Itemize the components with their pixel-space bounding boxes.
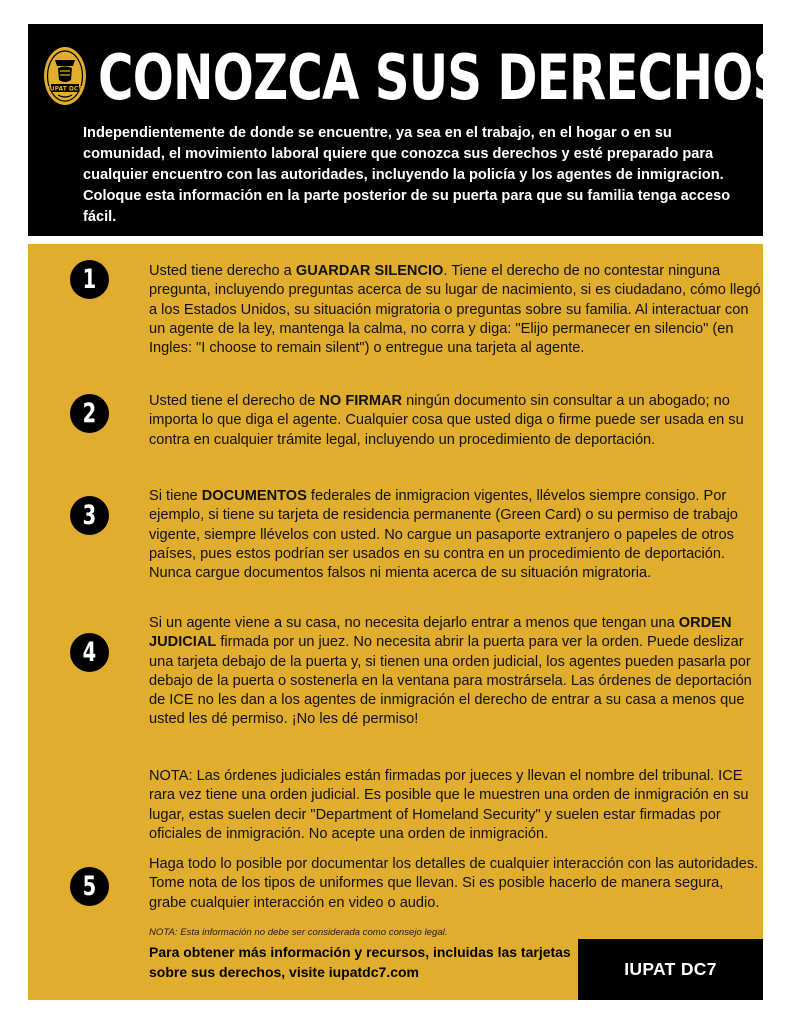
number-badge-2: 2 (70, 394, 109, 433)
right-1-keyword: GUARDAR SILENCIO (295, 263, 444, 279)
iupat-seal-icon (43, 46, 87, 106)
more-info-text: Para obtener más información y recursos, incluidas las tarjetas sobre sus derechos, visite iupatdc7.com (149, 944, 571, 980)
right-4-text: Si un agente viene a su casa, no necesita dejarlo entrar a menos que tengan una ORDEN JUDICIAL firmada por un juez. No necesita abrir la puerta para ver la orden. Puede deslizar una tarjeta debajo de la puerta y, si tienen una orden judicial, los agentes pueden pasarla por debajo de la puerta o sostenerla en la ventana para mostrársela. Las órdenes de deportación de ICE no les dan a los agentes de inmigración el derecho de entrar a su casa a menos que usted les dé permiso. ¡No les dé permiso! (149, 615, 752, 728)
right-3-keyword: DOCUMENTOS (201, 488, 307, 504)
right-4-note: NOTA: Las órdenes judiciales están firmadas por jueces y llevan el nombre del tribunal. ICE rara vez tiene una orden judicial. Es posible que le muestren una orden de inmigración en su lugar, estas suelen decir "Department of Homeland Security" y suelen estar firmadas por oficiales de inmigración. No acepte una orden de inmigración. (149, 768, 749, 842)
right-3-text: Si tiene DOCUMENTOS federales de inmigracion vigentes, llévelos siempre consigo. Por ejemplo, si tiene su tarjeta de residencia permanente (Green Card) o su permiso de trabajo vigente, siempre llévelos con usted. No cargue un pasaporte extranjero o papeles de otros países, pues estos podrían ser usados en su contra en un procedimiento de deportación. Nunca cargue documentos falsos ni mienta acerca de su situación migratoria. (149, 488, 738, 582)
intro-text: Independientemente de donde se encuentre, ya sea en el trabajo, en el hogar o en su comunidad, el movimiento laboral quiere que conozca sus derechos y esté preparado para cualquier encuentro con las autoridades, incluyendo la policía y los agentes de inmigracion. Coloque esta información en la parte posterior de su puerta para que su familia tenga acceso fácil. (83, 125, 731, 225)
number-badge-4: 4 (70, 633, 109, 672)
right-5-text: Haga todo lo posible por documentar los detalles de cualquier interacción con las autoridades. Tome nota de los tipos de uniformes que llevan. Si es posible hacerlo de manera segura, grabe cualquier interacción en video o audio. (149, 856, 759, 911)
right-2-text: Usted tiene el derecho de NO FIRMAR ningún documento sin consultar a un abogado; no importa lo que diga el agente. Cualquier cosa que usted diga o firme puede ser usada en su contra en cualquier trámite legal, incluyendo un procedimiento de deportación. (149, 393, 744, 448)
brand-badge: IUPAT DC7 (578, 939, 763, 1000)
number-badge-1: 1 (70, 260, 109, 299)
right-2-keyword: NO FIRMAR (319, 393, 403, 409)
page-title: CONOZCA SUS DERECHOS (98, 41, 787, 114)
header-banner (28, 24, 787, 236)
svg-text:IUPAT DC7: IUPAT DC7 (47, 85, 83, 93)
number-badge-5: 5 (70, 867, 109, 906)
right-1-text: Usted tiene derecho a GUARDAR SILENCIO. Tiene el derecho de no contestar ninguna pregunta, incluyendo preguntas acerca de su lugar de nacimiento, si es ciudadano, cómo llegó a los Estados Unidos, su situación migratoria o preguntas sobre su familia. Al interactuar con un agente de la ley, mantenga la calma, no corra y diga: "Elijo permanecer en silencio" (en Ingles: "I choose to remain silent") o entregue una tarjeta al agente. (149, 263, 761, 357)
rights-panel (28, 244, 763, 1000)
number-badge-3: 3 (70, 496, 109, 535)
right-4-keyword: ORDEN JUDICIAL (149, 615, 732, 651)
legal-disclaimer: NOTA: Esta información no debe ser considerada como consejo legal. (149, 927, 448, 938)
